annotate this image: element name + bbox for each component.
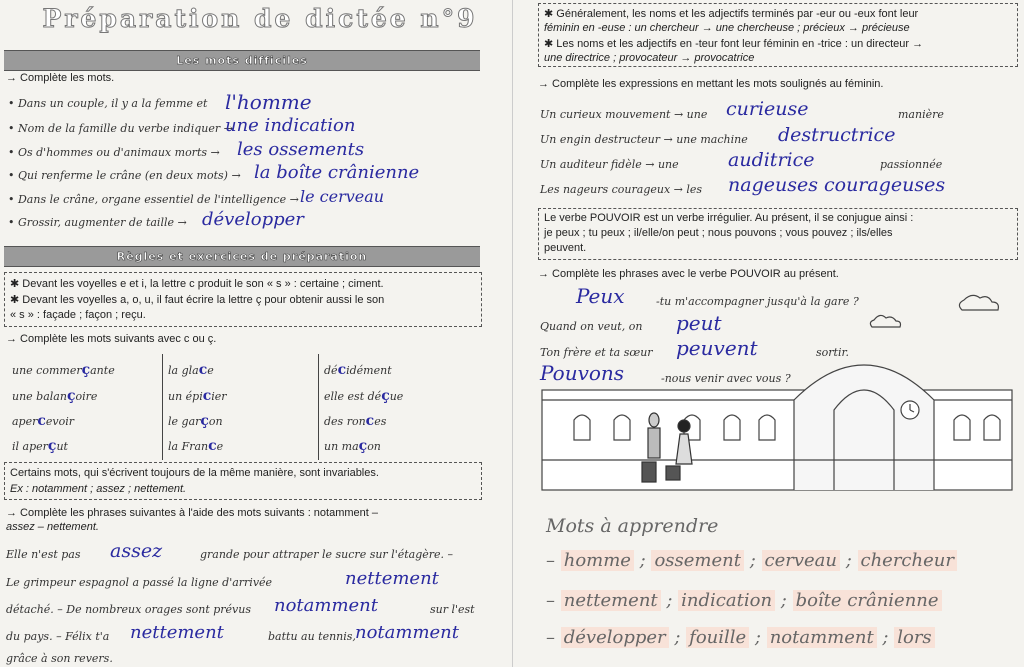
- page-title: Préparation de dictée n°9: [42, 4, 478, 33]
- sentence-1: Elle n'est pas: [6, 548, 81, 561]
- fem-3-rest: passionnée: [880, 158, 943, 171]
- word-cell: un épicier: [168, 388, 227, 404]
- word-cell: la France: [168, 438, 224, 454]
- sentence-4: du pays. – Félix t'a: [6, 630, 110, 643]
- fem-4: Les nageurs courageux → les: [540, 183, 703, 196]
- sentence-4-rest: battu au tennis,: [268, 630, 356, 643]
- sentence-4-answer: nettement: [130, 622, 224, 643]
- words-line-2: – nettement ; indication ; boîte crânienne: [546, 590, 942, 611]
- instruction-sentences-line-2: assez – nettement.: [6, 521, 99, 533]
- fem-1-rest: manière: [898, 108, 944, 121]
- rule-invariables-line-1: Certains mots, qui s'écrivent toujours de la même manière, sont invariables.: [10, 467, 379, 479]
- pouvoir-4-answer: Pouvons: [540, 361, 625, 385]
- fem-4-answer: nageuses courageuses: [728, 174, 946, 196]
- instruction-c-or-cedilla: → Complète les mots suivants avec c ou ç.: [6, 333, 217, 345]
- pouvoir-3-rest: sortir.: [816, 346, 850, 359]
- rule-c-line-2: ✱ Devant les voyelles a, o, u, il faut écrire la lettre ç pour obtenir aussi le son: [10, 294, 385, 306]
- column-divider: [318, 354, 319, 460]
- words-to-learn-title: Mots à apprendre: [546, 515, 719, 537]
- word-cell: des ronces: [324, 413, 387, 429]
- word-cell: apercevoir: [12, 413, 75, 429]
- section-header-rules: Règles et exercices de préparation: [4, 246, 480, 267]
- fem-3-answer: auditrice: [728, 149, 815, 171]
- cloud-icon: [870, 315, 900, 327]
- rule-invariables-line-2: Ex : notamment ; assez ; nettement.: [10, 483, 187, 495]
- fem-1-answer: curieuse: [726, 98, 809, 120]
- rule-c-line-1: ✱ Devant les voyelles e et i, la lettre c produit le son « s » : certaine ; ciment.: [10, 278, 384, 290]
- prompt-5: • Dans le crâne, organe essentiel de l'intelligence →: [8, 193, 299, 206]
- sentence-1-rest: grande pour attraper le sucre sur l'étagère. –: [200, 548, 454, 561]
- right-page: [516, 0, 1024, 667]
- sentence-4-answer-2: notamment: [355, 622, 460, 643]
- sentence-3-rest: sur l'est: [430, 603, 475, 616]
- pouvoir-1-answer: Peux: [576, 284, 625, 308]
- fem-3: Un auditeur fidèle → une: [540, 158, 679, 171]
- sentence-2-answer: nettement: [345, 568, 439, 589]
- word-cell: décidément: [324, 362, 392, 378]
- word-cell: il aperçut: [12, 438, 68, 454]
- answer-5: le cerveau: [300, 187, 385, 206]
- rule-fem-line-3: ✱ Les noms et les adjectifs en -teur font leur féminin en -trice : un directeur →: [544, 38, 924, 50]
- pouvoir-3-answer: peuvent: [676, 336, 758, 360]
- rule-pouvoir-line-3: peuvent.: [544, 242, 587, 254]
- column-divider: [162, 354, 163, 460]
- answer-6: développer: [202, 209, 304, 230]
- word-cell: une balançoire: [12, 388, 98, 404]
- sentence-3: détaché. – De nombreux orages sont prévus: [6, 603, 251, 616]
- left-page: [0, 0, 510, 667]
- rule-fem-line-4: une directrice ; provocateur → provocatrice: [544, 52, 755, 64]
- pouvoir-4-rest: -nous venir avec vous ?: [661, 372, 791, 385]
- pouvoir-2-answer: peut: [676, 311, 722, 335]
- section-header-difficult-words: Les mots difficiles: [4, 50, 480, 71]
- rule-c-line-3: « s » : façade ; façon ; reçu.: [10, 309, 146, 321]
- answer-4: la boîte crânienne: [254, 162, 420, 183]
- rule-pouvoir-line-2: je peux ; tu peux ; il/elle/on peut ; nous pouvons ; vous pouvez ; ils/elles: [544, 227, 893, 239]
- word-cell: elle est déçue: [324, 388, 404, 404]
- fem-1: Un curieux mouvement → une: [540, 108, 708, 121]
- word-cell: le garçon: [168, 413, 223, 429]
- prompt-2: • Nom de la famille du verbe indiquer →: [8, 122, 233, 135]
- words-line-3: – développer ; fouille ; notamment ; lors: [546, 627, 935, 648]
- word-cell: une commerçante: [12, 362, 115, 378]
- rule-fem-line-1: ✱ Généralement, les noms et les adjectifs terminés par -eur ou -eux font leur: [544, 8, 919, 20]
- instruction-complete-words: → Complète les mots.: [6, 72, 115, 84]
- fem-2: Un engin destructeur → une machine: [540, 133, 748, 146]
- prompt-6: • Grossir, augmenter de taille →: [8, 216, 187, 229]
- sentence-2: Le grimpeur espagnol a passé la ligne d'arrivée: [6, 576, 273, 589]
- rule-pouvoir-line-1: Le verbe POUVOIR est un verbe irrégulier. Au présent, il se conjugue ainsi :: [544, 212, 914, 224]
- rule-fem-line-2: féminin en -euse : un chercheur → une chercheuse ; précieux → précieuse: [544, 22, 910, 34]
- instruction-sentences-line-1: → Complète les phrases suivantes à l'aide des mots suivants : notamment –: [6, 507, 379, 519]
- prompt-4: • Qui renferme le crâne (en deux mots) →: [8, 169, 241, 182]
- pouvoir-1-rest: -tu m'accompagner jusqu'à la gare ?: [656, 295, 859, 308]
- answer-1: l'homme: [225, 90, 312, 114]
- answer-2: une indication: [225, 115, 356, 136]
- words-line-1: – homme ; ossement ; cerveau ; chercheur: [546, 550, 957, 571]
- page-divider: [512, 0, 513, 667]
- sentence-5: grâce à son revers.: [6, 652, 113, 665]
- fem-2-answer: destructrice: [778, 124, 896, 146]
- cloud-icon: [959, 295, 998, 310]
- pouvoir-3-before: Ton frère et ta sœur: [540, 346, 653, 359]
- instruction-feminine: → Complète les expressions en mettant les mots soulignés au féminin.: [538, 78, 884, 90]
- sentence-3-answer: notamment: [274, 595, 379, 616]
- word-cell: un maçon: [324, 438, 381, 454]
- train-station-illustration: [534, 290, 1016, 495]
- pouvoir-2-before: Quand on veut, on: [540, 320, 643, 333]
- answer-3: les ossements: [237, 139, 365, 160]
- word-cell: la glace: [168, 362, 214, 378]
- instruction-pouvoir: → Complète les phrases avec le verbe POUVOIR au présent.: [538, 268, 839, 280]
- prompt-3: • Os d'hommes ou d'animaux morts →: [8, 146, 220, 159]
- sentence-1-answer: assez: [110, 540, 163, 562]
- prompt-1: • Dans un couple, il y a la femme et: [8, 97, 208, 110]
